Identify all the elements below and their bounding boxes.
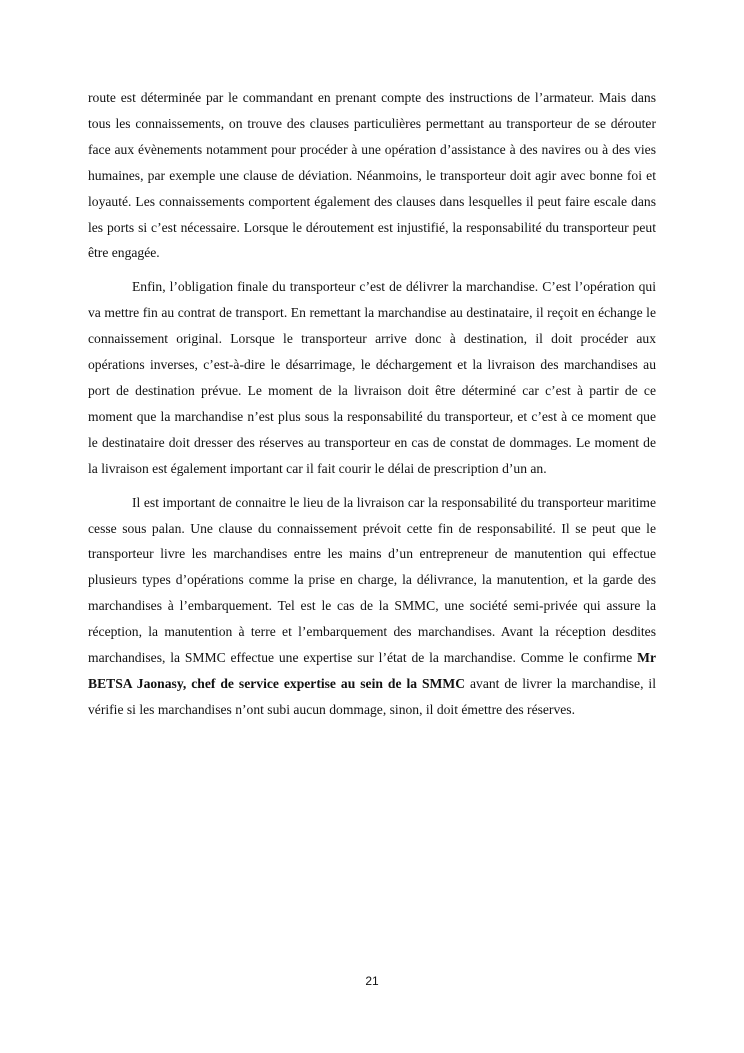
expert-name-bold: Mr BETSA Jaonasy, chef de service expertise au sein de la SMMC bbox=[88, 650, 656, 691]
paragraph-delivery-location bbox=[88, 490, 656, 723]
paragraph-delivery-obligation: Enfin, l’obligation finale du transporteur c’est de délivrer la marchandise. C’est l’opération qui va mettre fin au contrat de transport. En remettant la marchandise au destinataire, il reçoit en échange le connaissement original. Lorsque le transporteur arrive donc à destination, il doit procéder aux opérations inverses, c’est-à-dire le désarrimage, le déchargement et la livraison des marchandises au port de destination prévue. Le moment de la livraison doit être déterminé car c’est à partir de ce moment que la marchandise n’est plus sous la responsabilité du transporteur, et c’est à ce moment que le destinataire doit dresser des réserves au transporteur en cas de constat de dommages. Le moment de la livraison est également important car il fait courir le délai de prescription d’un an. bbox=[88, 279, 656, 476]
paragraph-deviation: route est déterminée par le commandant en prenant compte des instructions de l’armateur. Mais dans tous les connaissements, on trouve des clauses particulières permettant au transporteur de se dérouter face aux évènements notamment pour procéder à une opération d’assistance à des navires ou à des vies humaines, par exemple une clause de déviation. Néanmoins, le transporteur doit agir avec bonne foi et loyauté. Les connaissements comportent également des clauses dans lesquelles il peut faire escale dans les ports si c’est nécessaire. Lorsque le déroutement est injustifié, la responsabilité du transporteur peut être engagée. bbox=[88, 90, 656, 261]
page-number: 21 bbox=[365, 974, 379, 988]
paragraph-delivery-location-text: Il est important de connaitre le lieu de la livraison car la responsabilité du transporteur maritime cesse sous palan. Une clause du connaissement prévoit cette fin de responsabilité. Il se peut que le transporteur livre les marchandises entre les mains d’un entrepreneur de manutention qui effectue plusieurs types d’opérations comme la prise en charge, la délivrance, la manutention, et la garde des marchandises à l’embarquement. Tel est le cas de la SMMC, une société semi-privée qui assure la réception, la manutention à terre et l’embarquement des marchandises. Avant la réception desdites marchandises, la SMMC effectue une expertise sur l’état de la marchandise. Comme le confirme bbox=[88, 494, 656, 666]
body-text bbox=[88, 85, 656, 731]
paragraph-delivery-location-end: avant de livrer la marchandise, il vérifie si les marchandises n’ont subi aucun dommage, sinon, il doit émettre des réserves. bbox=[88, 675, 656, 717]
